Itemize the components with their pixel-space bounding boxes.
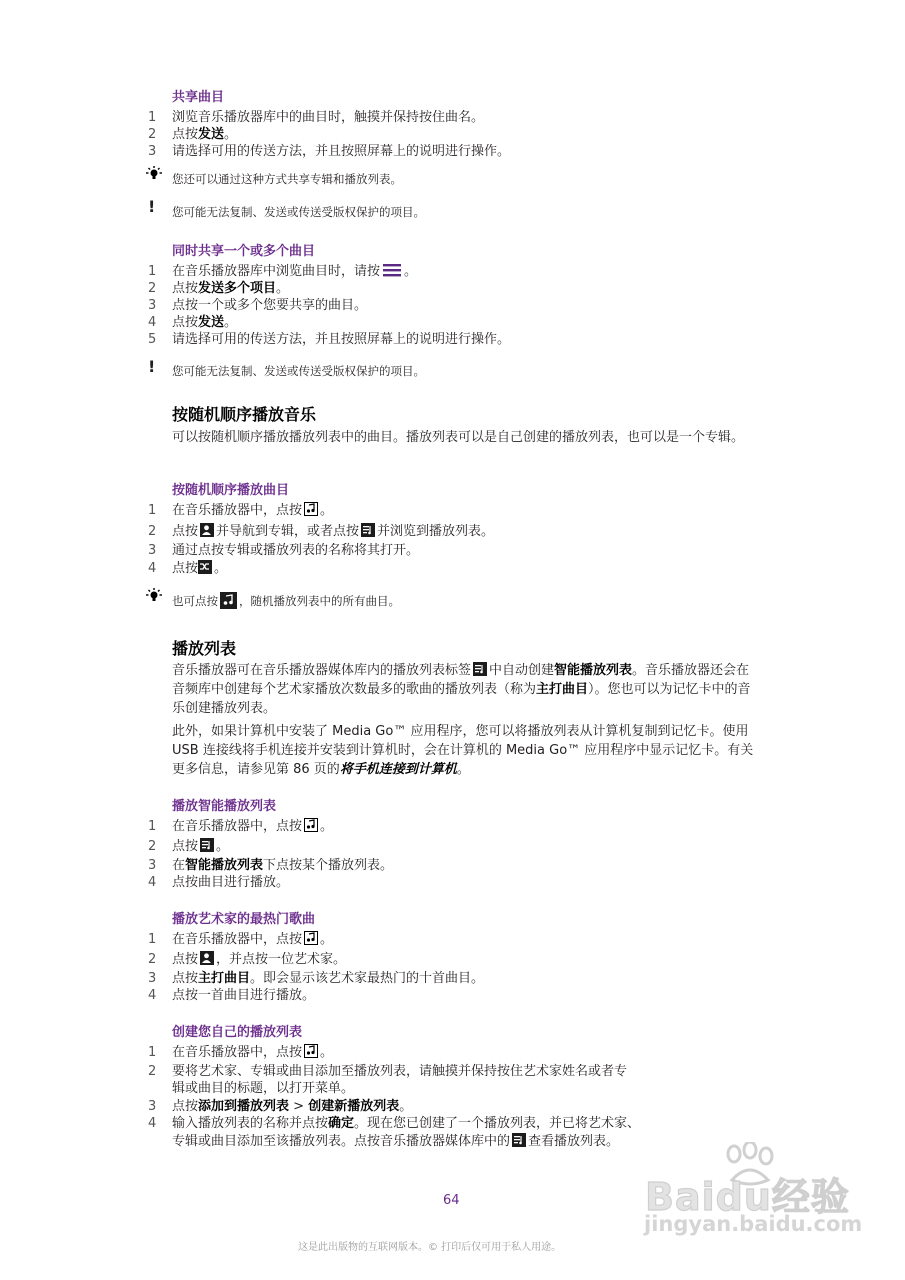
list-item [148, 1115, 640, 1132]
list-item [148, 874, 289, 891]
step-text: 在音乐播放器中，点按 [172, 819, 303, 834]
playlist-icon [200, 838, 214, 852]
step-number: 1 [148, 1045, 157, 1060]
watermark-url: jingyan.baidu.com [644, 1212, 863, 1236]
music-player-icon [304, 1044, 318, 1058]
list-item [148, 1063, 627, 1080]
step-text: 在音乐播放器中，点按 [172, 503, 303, 518]
ui-term: 发送多个项目 [198, 281, 277, 296]
list-item [148, 109, 484, 126]
step-number: 2 [148, 524, 157, 539]
paragraph: 可以按随机顺序播放播放列表中的曲目。播放列表可以是自己创建的播放列表，也可以是一个专辑。 [172, 430, 745, 445]
step-number: 2 [148, 127, 157, 142]
step-number: 1 [148, 819, 157, 834]
step-text: 点按一个或多个您要共享的曲目。 [172, 298, 368, 313]
list-item [148, 280, 289, 297]
section-title-share-track: 共享曲目 [172, 90, 225, 105]
list-item [148, 560, 227, 577]
heading-shuffle-music: 按随机顺序播放音乐 [172, 405, 317, 424]
ui-term: 主打曲目 [198, 971, 251, 986]
step-text: 点按 [172, 561, 199, 576]
list-item [148, 502, 333, 519]
playlist-icon [473, 662, 487, 676]
step-number: 2 [148, 281, 157, 296]
step-text: 。 [276, 281, 290, 296]
warning-icon: ! [148, 197, 156, 216]
music-player-icon [304, 931, 318, 945]
step-text: 。现在您已创建了一个播放列表，并已将艺术家、 [354, 1116, 641, 1131]
step-number: 4 [148, 988, 157, 1003]
footer-disclaimer: 这是此出版物的互联网版本。© 打印后仅可用于私人用途。 [298, 1242, 562, 1253]
step-number: 2 [148, 839, 157, 854]
step-text: 。 [404, 264, 418, 279]
list-item [148, 1098, 412, 1115]
para-text: ）。您也可以为记忆卡中的音乐创建播放列表。 [172, 682, 751, 716]
list-item-continuation: 辑或曲目的标题，以打开菜单。 [172, 1081, 355, 1096]
step-number: 4 [148, 561, 157, 576]
menu-icon [382, 263, 402, 277]
step-text: 通过点按专辑或播放列表的名称将其打开。 [172, 543, 420, 558]
tip-text: 您还可以通过这种方式共享专辑和播放列表。 [172, 172, 402, 186]
para-text: 此外，如果计算机中安装了 Media Go™ 应用程序，您可以将播放列表从计算机复制到记忆卡。使用 USB 连接线将手机连接并安装到计算机时，会在计算机的 Media Go™ 应用程序中显示记忆卡。有关更多信息，请参见第 86 页的 [172, 724, 754, 777]
cross-reference-link[interactable]: 将手机连接到计算机 [339, 762, 457, 777]
step-number: 5 [148, 332, 157, 347]
step-text: 下点按某个播放列表。 [263, 858, 394, 873]
list-item [148, 857, 393, 874]
list-item [148, 818, 333, 835]
step-number: 3 [148, 1099, 157, 1114]
step-number: 3 [148, 543, 157, 558]
step-text: 。 [214, 561, 228, 576]
ui-term: 确定 [328, 1116, 355, 1131]
section-title-top-tracks: 播放艺术家的最热门歌曲 [172, 912, 316, 927]
step-text: 在音乐播放器库中浏览曲目时，请按 [172, 264, 381, 279]
step-number: 3 [148, 298, 157, 313]
shuffle-icon [198, 560, 212, 574]
step-text: 请选择可用的传送方法，并且按照屏幕上的说明进行操作。 [172, 144, 511, 159]
step-text: 。 [216, 839, 230, 854]
warning-text: 您可能无法复制、发送或传送受版权保护的项目。 [172, 364, 425, 378]
step-text: 专辑或曲目添加至该播放列表。点按音乐播放器媒体库中的 [172, 1134, 511, 1149]
step-text: 点按 [172, 1099, 199, 1114]
list-item [148, 126, 237, 143]
playlist-icon [361, 523, 375, 537]
list-item [148, 987, 315, 1004]
list-item [148, 542, 419, 559]
step-number: 4 [148, 875, 157, 890]
tip-text-part: 也可点按 [172, 594, 218, 608]
page-number: 64 [443, 1193, 460, 1208]
step-number: 2 [148, 1064, 157, 1079]
section-title-shuffle-tracks: 按随机顺序播放曲目 [172, 483, 290, 498]
tip-text-part: ，随机播放列表中的所有曲目。 [239, 594, 400, 608]
step-text: 。 [320, 932, 334, 947]
ui-term: 智能播放列表 [554, 663, 633, 678]
step-text: 点按 [172, 524, 199, 539]
music-note-icon [220, 592, 237, 609]
step-text: 。 [320, 503, 334, 518]
step-text: 并导航到专辑，或者点按 [216, 524, 360, 539]
step-text: 点按 [172, 952, 199, 967]
step-text: 查看播放列表。 [528, 1134, 620, 1149]
para-text: 音乐播放器可在音乐播放器媒体库内的播放列表标签 [172, 663, 472, 678]
step-text: 点按 [172, 315, 199, 330]
para-text: 中自动创建 [489, 663, 555, 678]
step-text: 。 [399, 1099, 413, 1114]
list-item [148, 263, 417, 280]
step-number: 3 [148, 971, 157, 986]
step-text: 点按曲目进行播放。 [172, 875, 290, 890]
step-text: 输入播放列表的名称并点按 [172, 1116, 329, 1131]
music-player-icon [304, 818, 318, 832]
step-text: 要将艺术家、专辑或曲目添加至播放列表，请触摸并保持按住艺术家姓名或者专 [172, 1064, 628, 1079]
step-text: 。 [224, 127, 238, 142]
step-number: 1 [148, 110, 157, 125]
list-item [148, 838, 229, 855]
playlist-icon [512, 1133, 526, 1147]
step-text: > [289, 1099, 309, 1114]
step-text: 点按 [172, 281, 199, 296]
tip-icon [145, 588, 163, 604]
ui-term: 添加到播放列表 [198, 1099, 290, 1114]
section-title-create-playlist: 创建您自己的播放列表 [172, 1025, 303, 1040]
list-item-continuation [172, 1133, 619, 1150]
step-text: 并浏览到播放列表。 [377, 524, 495, 539]
step-number: 2 [148, 952, 157, 967]
artist-icon [200, 523, 214, 537]
step-text: 。即会显示该艺术家最热门的十首曲目。 [250, 971, 485, 986]
step-text: 。 [320, 819, 334, 834]
ui-term: 创建新播放列表 [308, 1099, 400, 1114]
step-number: 4 [148, 315, 157, 330]
step-text: 点按一首曲目进行播放。 [172, 988, 316, 1003]
ui-term: 智能播放列表 [185, 858, 264, 873]
list-item [148, 1044, 333, 1061]
warning-icon: ! [148, 357, 156, 376]
warning-text: 您可能无法复制、发送或传送受版权保护的项目。 [172, 205, 425, 219]
step-text: 点按 [172, 839, 199, 854]
music-player-icon [304, 502, 318, 516]
step-text: 浏览音乐播放器库中的曲目时，触摸并保持按住曲名。 [172, 110, 485, 125]
artist-icon [200, 951, 214, 965]
paragraph [172, 722, 760, 779]
ui-term: 主打曲目 [536, 682, 589, 697]
step-text: 。 [224, 315, 238, 330]
step-text: 在 [172, 858, 186, 873]
step-text: 在音乐播放器中，点按 [172, 1045, 303, 1060]
section-title-smart-playlists: 播放智能播放列表 [172, 799, 277, 814]
step-number: 1 [148, 264, 157, 279]
step-text: 。 [320, 1045, 334, 1060]
tip-text [172, 592, 400, 609]
tip-icon [145, 166, 163, 182]
step-text: 点按 [172, 127, 199, 142]
paragraph [172, 661, 760, 718]
step-text: 请选择可用的传送方法，并且按照屏幕上的说明进行操作。 [172, 332, 511, 347]
step-number: 3 [148, 858, 157, 873]
list-item [148, 297, 367, 314]
list-item [148, 523, 494, 540]
step-text: ，并点按一位艺术家。 [216, 952, 347, 967]
list-item [148, 314, 237, 331]
list-item [148, 331, 510, 348]
list-item [148, 970, 484, 987]
para-text: 。 [456, 762, 470, 777]
list-item [148, 951, 346, 968]
ui-term: 发送 [198, 315, 225, 330]
para-text: 。音乐播放器还会在音频库中创建每个艺术家播放次数最多的歌曲的播放列表（称为 [172, 663, 750, 697]
heading-playlists: 播放列表 [172, 639, 237, 658]
step-text: 在音乐播放器中，点按 [172, 932, 303, 947]
step-number: 1 [148, 503, 157, 518]
step-number: 1 [148, 932, 157, 947]
list-item [148, 931, 333, 948]
section-title-share-multiple: 同时共享一个或多个曲目 [172, 244, 316, 259]
watermark-brand: Baidu经验 [645, 1175, 850, 1219]
step-number: 4 [148, 1116, 157, 1131]
ui-term: 发送 [198, 127, 225, 142]
step-number: 3 [148, 144, 157, 159]
step-text: 点按 [172, 971, 199, 986]
list-item [148, 143, 510, 160]
